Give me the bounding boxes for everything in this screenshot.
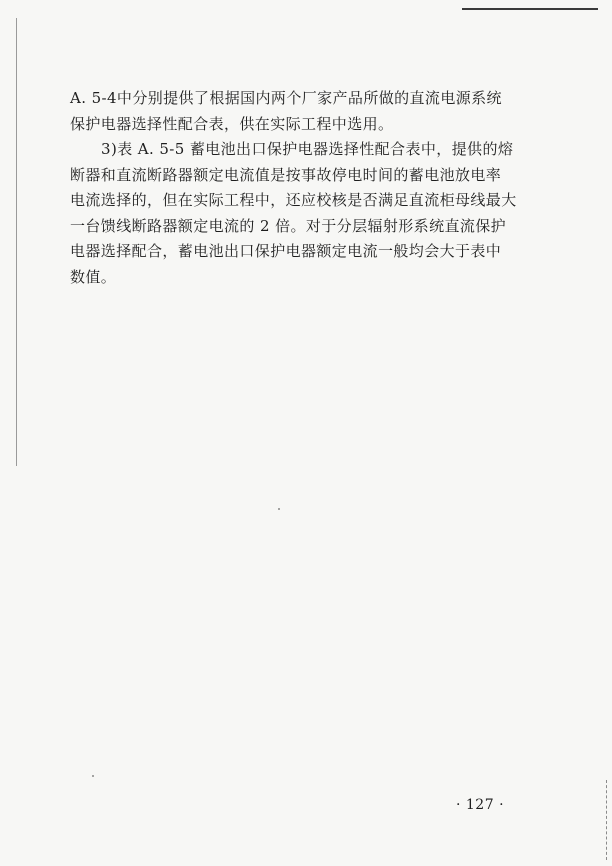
scan-speck xyxy=(92,775,94,777)
body-text xyxy=(70,86,556,290)
text-line: 3)表 A. 5-5 蓄电池出口保护电器选择性配合表中，提供的熔 xyxy=(101,140,514,158)
paragraph-2 xyxy=(70,137,556,290)
scan-edge-rule-left xyxy=(16,18,17,466)
text-line: 电器选择配合，蓄电池出口保护电器额定电流一般均会大于表中 xyxy=(70,242,502,260)
page-number: · 127 · xyxy=(456,797,505,813)
scan-speck xyxy=(278,508,280,510)
text-line: A. 5-4中分别提供了根据国内两个厂家产品所做的直流电源系统 xyxy=(70,89,502,107)
text-line: 电流选择的，但在实际工程中，还应校核是否满足直流柜母线最大 xyxy=(70,191,517,209)
text-line: 断器和直流断路器额定电流值是按事故停电时间的蓄电池放电率 xyxy=(70,165,502,184)
scan-edge-rule-top xyxy=(462,8,598,10)
text-line: 一台馈线断路器额定电流的 2 倍。对于分层辐射形系统直流保护 xyxy=(70,216,507,235)
text-line: 数值。 xyxy=(70,267,117,286)
scan-edge-rule-right xyxy=(606,780,608,860)
paragraph-1 xyxy=(70,86,556,137)
text-line: 保护电器选择性配合表，供在实际工程中选用。 xyxy=(70,114,394,133)
